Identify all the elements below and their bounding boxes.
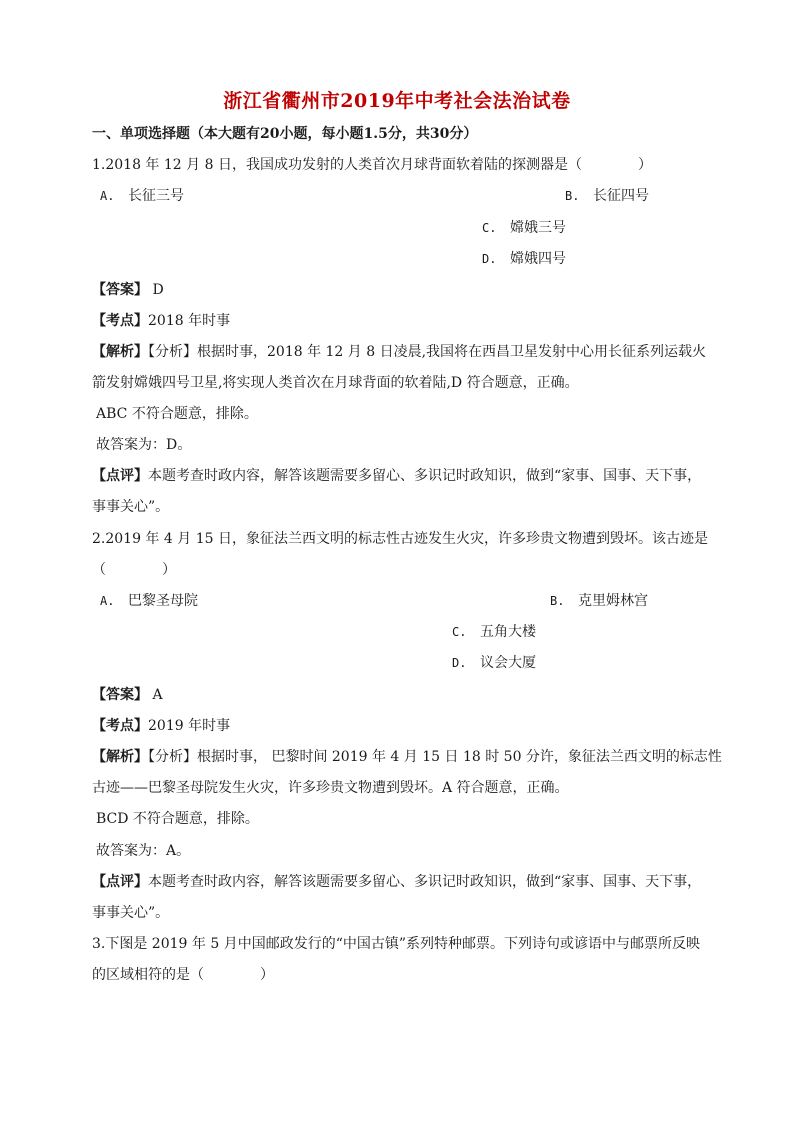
q1-answer-tag: 【答案】: [92, 282, 148, 298]
q1-comment-line2: 事事关心”。: [92, 499, 170, 515]
q1-comment-tag: 【点评】: [92, 468, 148, 484]
q1-option-d-text: 嫦娥四号: [510, 251, 566, 267]
q2-option-b-text: 克里姆林宫: [578, 593, 648, 609]
q2-option-b: [550, 591, 648, 611]
q2-option-d: [452, 653, 536, 673]
q2-option-d-text: 议会大厦: [480, 655, 536, 671]
q2-comment-tag: 【点评】: [92, 874, 148, 890]
q1-comment-line1: [92, 466, 701, 486]
q1-analysis-tag: 【解析】: [92, 344, 148, 360]
q2-answer-tag: 【答案】: [92, 687, 148, 703]
q2-stem-line2: （ ）: [92, 562, 176, 578]
q1-point: [92, 311, 230, 331]
q1-answer: [92, 280, 164, 300]
q2-option-a-letter: A.: [100, 594, 115, 608]
q3-stem-line1: 3.下图是 2019 年 5 月中国邮政发行的“中国古镇”系列特种邮票。下列诗句或谚语中与邮票所反映: [92, 936, 701, 952]
q2-point-tag: 【考点】: [92, 718, 148, 734]
q2-option-c-text: 五角大楼: [480, 624, 536, 640]
q1-analysis-text1: 【分析】根据时事，2018 年 12 月 8 日凌晨,我国将在西昌卫星发射中心用长征系列运载火: [148, 344, 707, 360]
q1-option-c-letter: C.: [482, 221, 497, 235]
q1-option-d: [482, 249, 566, 269]
q2-point-value: 2019 年时事: [148, 718, 231, 734]
q1-option-d-letter: D.: [482, 252, 497, 266]
q2-answer: [92, 685, 163, 705]
q2-option-c-letter: C.: [452, 625, 467, 639]
q1-option-c: [482, 218, 566, 238]
q2-stem-line1: 2.2019 年 4 月 15 日，象征法兰西文明的标志性古迹发生火灾，许多珍贵文物遭到毁坏。该古迹是: [92, 531, 708, 547]
q1-analysis-line3: ABC 不符合题意，排除。: [96, 406, 258, 422]
exam-title: 浙江省衢州市2019年中考社会法治试卷: [223, 90, 571, 112]
q1-option-a: [100, 186, 184, 206]
q2-comment-line2: 事事关心”。: [92, 905, 170, 921]
q2-analysis-line3: BCD 不符合题意，排除。: [96, 811, 259, 827]
q2-analysis-line1: [92, 747, 722, 767]
q1-answer-value: D: [148, 282, 164, 298]
q2-point: [92, 716, 230, 736]
q1-stem: 1.2018 年 12 月 8 日，我国成功发射的人类首次月球背面软着陆的探测器是（ ）: [92, 157, 652, 173]
q2-comment-line1: [92, 872, 701, 892]
q2-option-b-letter: B.: [550, 594, 565, 608]
q2-answer-value: A: [148, 687, 163, 703]
q1-point-value: 2018 年时事: [148, 313, 231, 329]
q3-stem-line2: 的区域相符的是（ ）: [92, 967, 274, 983]
q2-option-d-letter: D.: [452, 656, 467, 670]
q2-option-a: [100, 591, 198, 611]
q1-analysis-line2: 箭发射嫦娥四号卫星,将实现人类首次在月球背面的软着陆,D 符合题意，正确。: [92, 375, 579, 391]
q2-analysis-line4: 故答案为：A。: [96, 843, 191, 859]
q1-option-b: [565, 186, 649, 206]
q1-analysis-line4: 故答案为：D。: [96, 437, 192, 453]
q2-comment-text1: 本题考查时政内容，解答该题需要多留心、多识记时政知识，做到“家事、国事、天下事，: [148, 874, 702, 890]
q1-analysis-line1: [92, 342, 706, 362]
q2-option-c: [452, 622, 536, 642]
q1-option-b-text: 长征四号: [593, 188, 649, 204]
q2-analysis-tag: 【解析】: [92, 749, 148, 765]
q2-analysis-text1: 【分析】根据时事， 巴黎时间 2019 年 4 月 15 日 18 时 50 分许，象征法兰西文明的标志性: [148, 749, 722, 765]
q2-option-a-text: 巴黎圣母院: [128, 593, 198, 609]
section-heading: 一、单项选择题（本大题有20小题，每小题1.5分，共30分）: [92, 126, 478, 142]
q1-point-tag: 【考点】: [92, 313, 148, 329]
q1-option-c-text: 嫦娥三号: [510, 220, 566, 236]
q1-option-a-letter: A.: [100, 189, 115, 203]
q2-analysis-line2: 古迹——巴黎圣母院发生火灾，许多珍贵文物遭到毁坏。A 符合题意，正确。: [92, 780, 569, 796]
q1-option-b-letter: B.: [565, 189, 580, 203]
q1-comment-text1: 本题考查时政内容，解答该题需要多留心、多识记时政知识，做到“家事、国事、天下事，: [148, 468, 702, 484]
q1-option-a-text: 长征三号: [128, 188, 184, 204]
